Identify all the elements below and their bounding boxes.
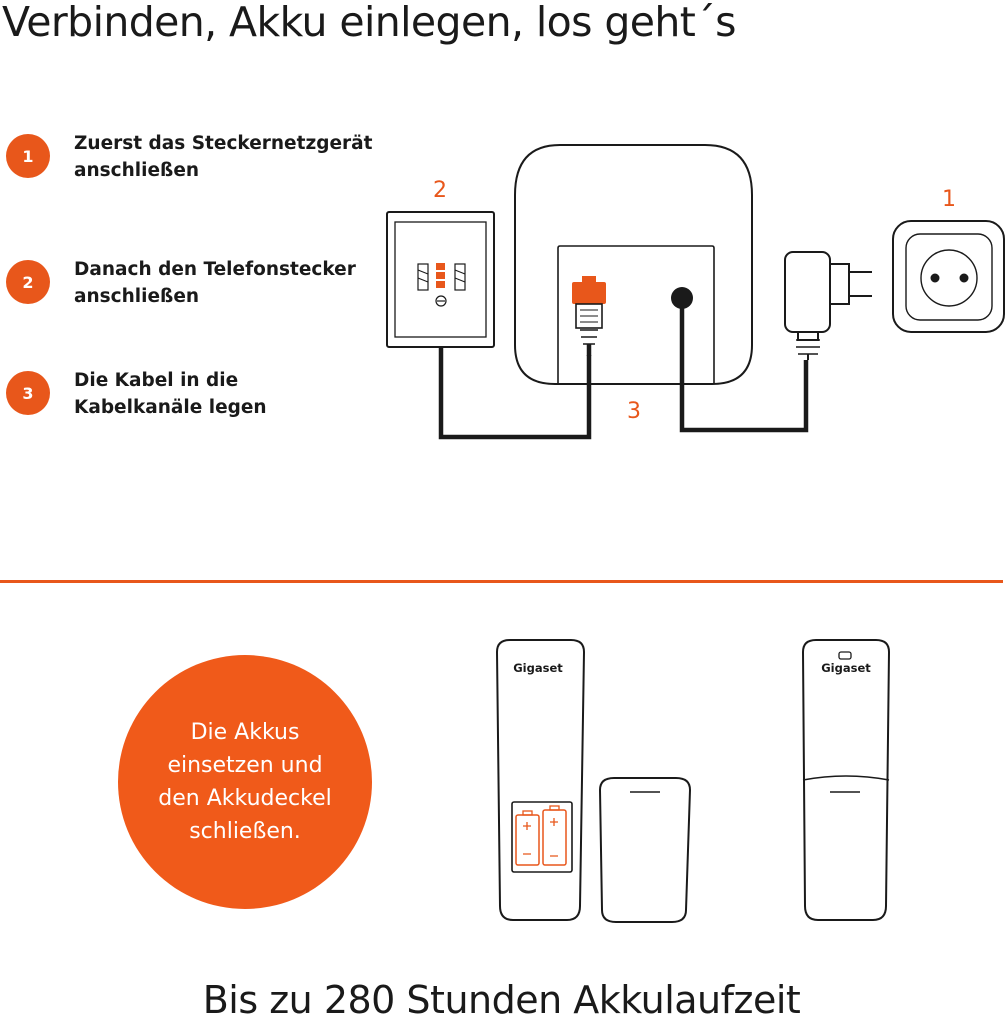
step-number-badge: 1 <box>6 134 50 178</box>
label-power-outlet: 1 <box>942 187 956 212</box>
handset-closed-icon <box>803 640 889 920</box>
step-text: Danach den Telefonstecker anschließen <box>74 259 356 307</box>
step-number-badge: 3 <box>6 371 50 415</box>
battery-life-caption: Bis zu 280 Stunden Akkulaufzeit <box>202 978 801 1022</box>
handset-back-icon <box>497 640 584 920</box>
step-number-badge: 2 <box>6 260 50 304</box>
step-text: Zuerst das Steckernetzgerät anschließen <box>74 133 373 181</box>
bubble-text: Die Akkus einsetzen und den Akkudeckel schließen. <box>158 720 332 844</box>
label-cable-channels: 3 <box>627 399 641 424</box>
battery-cover-icon <box>600 778 690 922</box>
handset-brand-label: Gigaset <box>821 661 871 675</box>
label-phone-socket: 2 <box>433 178 447 203</box>
page-title: Verbinden, Akku einlegen, los geht´s <box>2 0 736 46</box>
handset-brand-label: Gigaset <box>513 661 563 675</box>
step-text: Die Kabel in die Kabelkanäle legen <box>74 370 267 418</box>
